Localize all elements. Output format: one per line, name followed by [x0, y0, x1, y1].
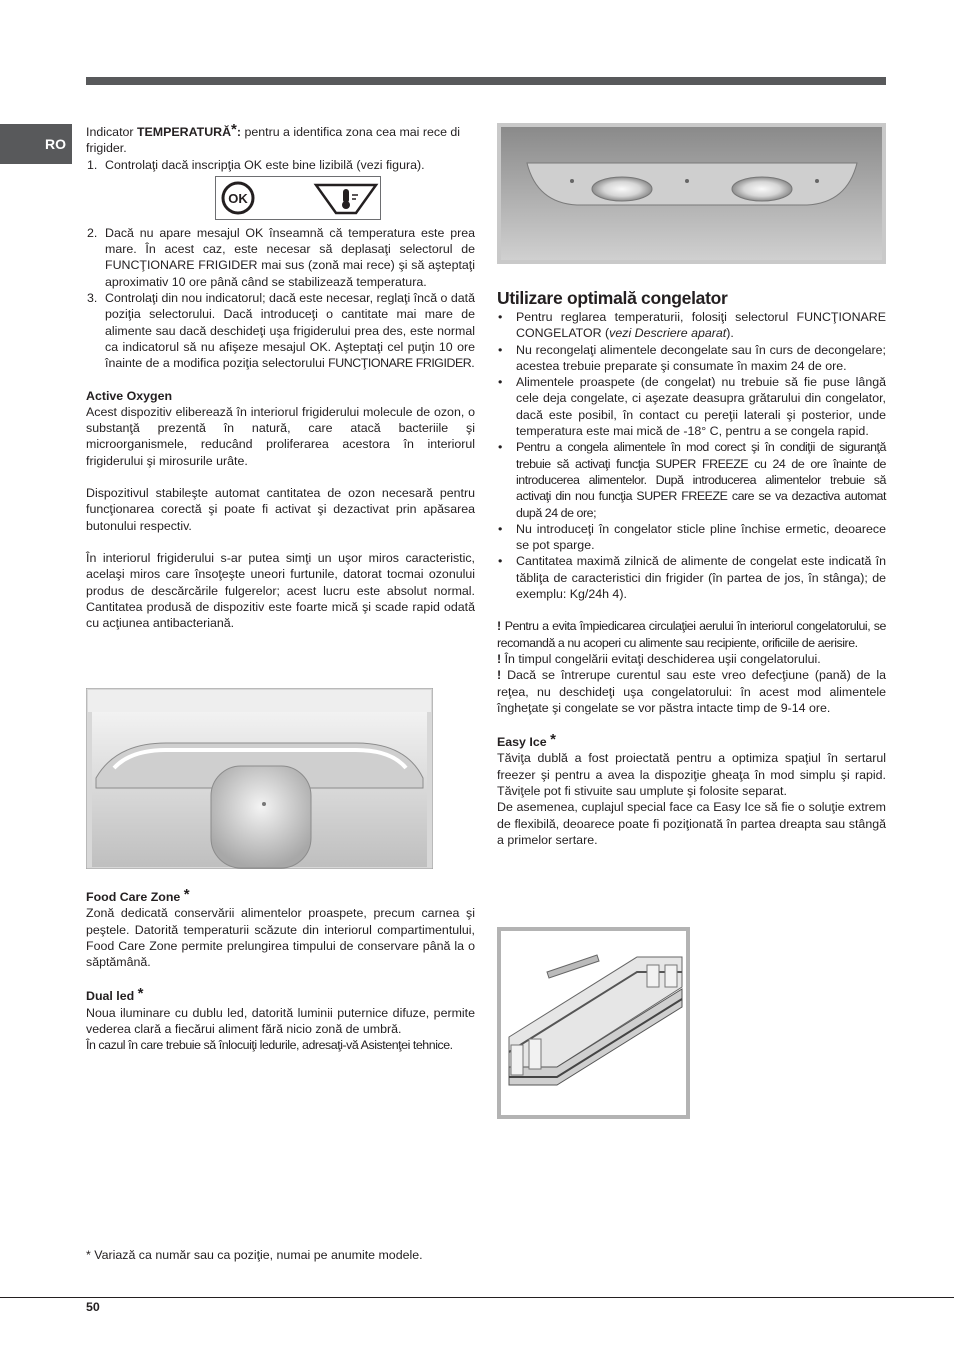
- easy-ice-p2: De asemenea, cuplajul special face ca Easy Ice să fie o soluţie extrem de flexibilă, deoarece poate fi poziţionată în partea dreapta sau stângă a primelor sertare.: [497, 800, 886, 847]
- active-oxygen-p1: Acest dispozitiv eliberează în interiorul frigiderului molecule de ozon, o substanţă prezentă în natură, care atacă bacteriile şi microorganismele, reducând proliferarea acestora în interiorul frigiderului şi mirosurile urâte.: [86, 404, 475, 468]
- easy-ice-title: Easy Ice *: [497, 731, 556, 750]
- footer-rule: [0, 1297, 954, 1298]
- list-item: • Pentru reglarea temperaturii, folosiţi selectorul FUNCŢIONARE CONGELATOR (vezi Descriere aparat).: [498, 310, 886, 341]
- dual-led-p1: Noua iluminare cu dublu led, datorită luminii puternice difuze, permite vederea clară a fiecărui aliment fără nicio zonă de umbră.: [86, 1005, 475, 1037]
- ok-indicator-figure: [215, 176, 381, 220]
- warning-1: ! Pentru a evita împiedicarea circulaţiei aerului în interiorul congelatorului, se recomandă a nu acoperi cu alimente sau recipiente, orificiile de aerisire.: [497, 619, 886, 650]
- dual-led-p2: În cazul în care trebuie să înlocuiţi ledurile, adresaţi-vă Asistenţei tehnice.: [86, 1038, 453, 1053]
- active-oxygen-title: Active Oxygen: [86, 388, 173, 403]
- list-item: • Alimentele proaspete (de congelat) nu trebuie să fie puse lângă cele deja congelate, ci aşezate deasupra grătarului din congelator, dacă este posibil, în contact cu pereţii laterali şi posterior, unde temperatura este mai mică de -18° C, pentru a se congela rapid.: [498, 375, 886, 439]
- step-item: 2. Dacă nu apare mesajul OK înseamnă că temperatura este prea mare. În acest caz, este necesar să deplasaţi selectorul de FUNCŢIONARE FRIGIDER mai sus (zonă mai rece) şi să aşteptaţi aproximativ 10 ore până când se stabilizează temperatura.: [87, 225, 475, 289]
- step-item: 3. Controlaţi din nou indicatorul; dacă este necesar, reglaţi încă o dată poziţia selectorului. Dacă introduceţi o cantitate mai mare de alimente sau dacă deschideţi uşa frigiderului prea des, este normal ca indicatorul să nu afişeze mesajul OK. Aşteptaţi cel puţin 10 ore înainte de a modifica poziţia selectorului FUNCŢIONARE FRIGIDER.: [87, 291, 475, 371]
- indicator-steps: [86, 157, 475, 372]
- easy-ice-image: [497, 927, 690, 1119]
- food-care-title: Food Care Zone *: [86, 886, 190, 904]
- list-item: • Pentru a congela alimentele în mod corect şi în condiţii de siguranţă trebuie să activaţi funcţia SUPER FREEZE cu 24 de ore înainte de introducerea alimentelor. După introducerea alimentelor trebuie să activaţi din nou funcţia SUPER FREEZE care se va dezactiva automat după 24 de ore;: [498, 440, 886, 520]
- footnote: * Variază ca număr sau ca poziţie, numai pe anumite modele.: [86, 1248, 423, 1262]
- right-column: [497, 288, 886, 848]
- list-item: • Nu recongelaţi alimentele decongelate sau în curs de decongelare; acestea trebuie preparate şi consumate în maxim 24 de ore.: [498, 342, 886, 373]
- indicator-title: TEMPERATURĂ: [136, 125, 232, 139]
- active-oxygen-p2: Dispozitivul stabileşte automat cantitatea de ozon necesară pentru funcţionarea corectă şi poate fi activat şi dezactivat prin apăsarea butonului respectiv.: [86, 486, 475, 533]
- easy-ice-p1: Tăviţa dublă a fost proiectată pentru a optimiza spaţiul în sertarul freezer şi pentru a avea la dispoziţie gheaţa în mod simplu şi rapid. Tăviţele pot fi stivuite sau umplute şi folosite separat.: [497, 751, 886, 799]
- language-code: RO: [45, 136, 66, 152]
- food-care-text: Zonă dedicată conservării alimentelor proaspete, precum carnea şi peştele. Datorită temperaturii scăzute din interiorul compartimentului, Food Care Zone permite prelungirea timpului de conservare până la o săptămână.: [86, 906, 475, 970]
- warning-2: ! În timpul congelării evitaţi deschiderea uşii congelatorului.: [497, 651, 821, 666]
- dual-led-image: [497, 123, 886, 264]
- header-rule: [86, 77, 886, 85]
- freezer-section-title: Utilizare optimală congelator: [497, 288, 728, 308]
- list-item: • Nu introduceţi în congelator sticle pline închise ermetic, deoarece se pot sparge.: [498, 521, 886, 553]
- active-oxygen-image: [86, 688, 433, 869]
- indicator-intro: Indicator TEMPERATURĂ*: pentru a identifica zona cea mai rece di frigider.: [86, 121, 461, 156]
- freezer-bullets: [497, 309, 886, 602]
- language-tab: [0, 124, 72, 164]
- list-item: • Cantitatea maximă zilnică de alimente de congelat este indicată în tăbliţa de caracteristici din frigider (în partea de jos, în stânga); de exemplu: Kg/24h 4).: [498, 554, 886, 602]
- food-care-section: [86, 887, 475, 1054]
- left-column: [86, 122, 475, 631]
- dual-led-title: Dual led *: [86, 985, 144, 1004]
- ok-label: OK: [228, 190, 248, 206]
- active-oxygen-p3: În interiorul frigiderului s-ar putea simţi un uşor miros caracteristic, acelaşi miros care însoţeşte uneori furtunile, datorat tocmai ozonului produs de descărcările fulgerelor; acest lucru este absolut normal. Cantitatea produsă de dispozitiv este foarte mică şi scade rapid odată cu acţiunea antibacteriană.: [86, 550, 475, 631]
- warning-3: ! Dacă se întrerupe curentul sau este vreo defecţiune (pană) de la reţea, nu deschideţi uşa congelatorului: în acest mod alimentele îngheţate şi congelate se vor păstra intacte timp de 9-14 ore.: [497, 668, 886, 715]
- step-item: 1. Controlaţi dacă inscripţia OK este bine lizibilă (vezi figura). OK: [86, 157, 475, 220]
- page-number: 50: [86, 1300, 100, 1314]
